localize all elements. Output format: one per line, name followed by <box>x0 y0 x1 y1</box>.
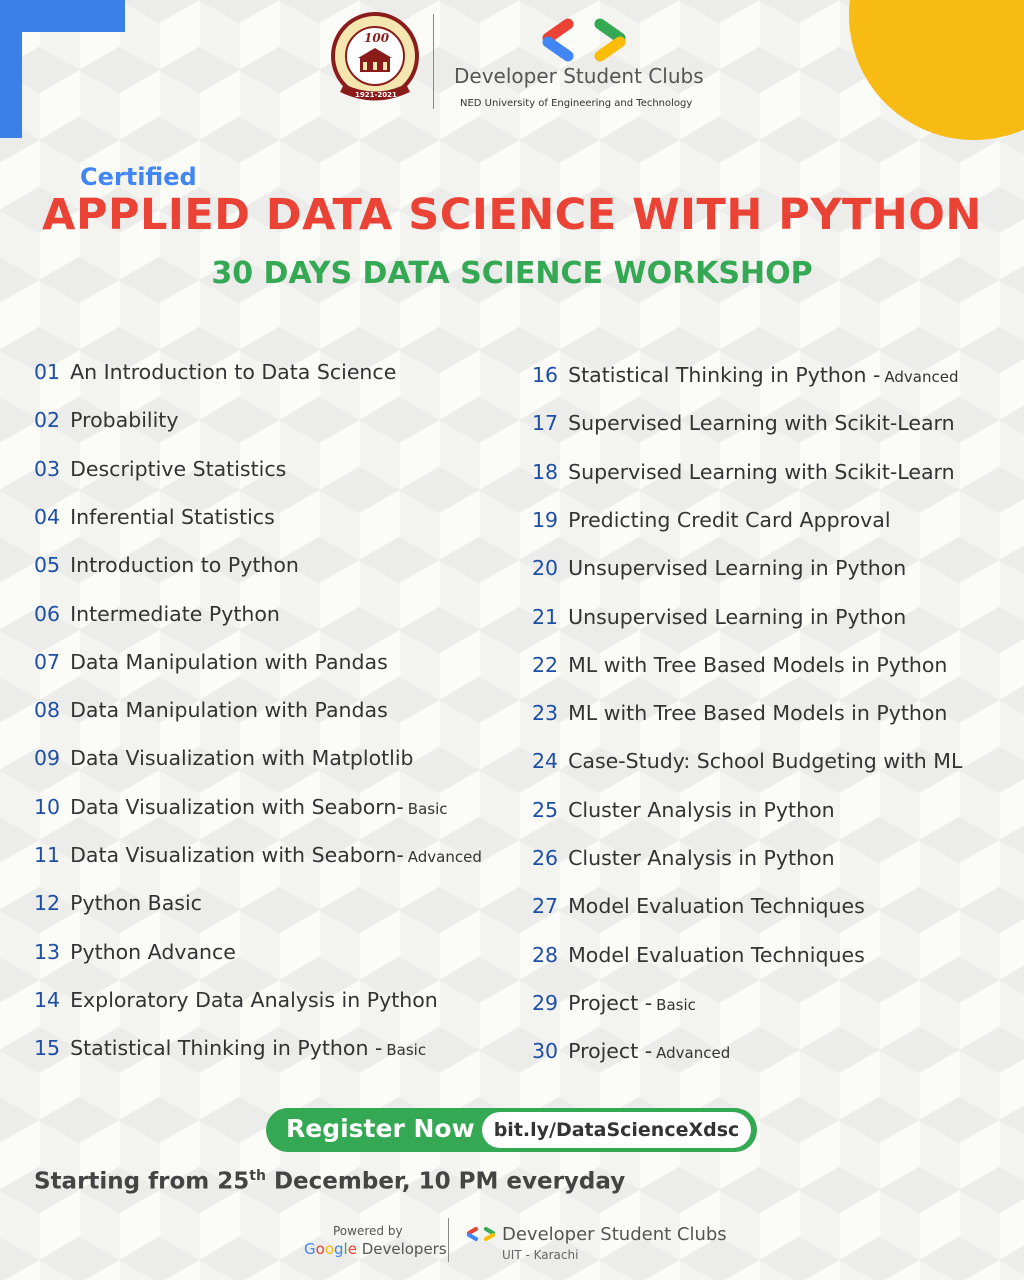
schedule-suffix: December, 10 PM everyday <box>265 1168 626 1195</box>
course-item <box>532 991 696 1015</box>
course-item <box>532 701 947 725</box>
footer-dsc-name: Developer Student Clubs <box>502 1224 727 1245</box>
course-level: Advanced <box>884 368 959 386</box>
course-title: ML with Tree Based Models in Python <box>568 701 948 726</box>
course-number: 11 <box>34 843 61 867</box>
course-title: Model Evaluation Techniques <box>568 942 865 967</box>
course-item <box>532 460 955 484</box>
dsc-logo-icon <box>538 16 630 64</box>
course-title: Data Visualization with Matplotlib <box>70 746 414 771</box>
course-item <box>34 650 388 674</box>
corner-accent-yellow-circle <box>849 0 1024 140</box>
course-number: 21 <box>532 604 559 629</box>
course-item <box>532 411 955 435</box>
page-subtitle: 30 DAYS DATA SCIENCE WORKSHOP <box>211 256 813 291</box>
course-number: 18 <box>532 459 559 484</box>
header <box>330 12 750 112</box>
course-title: Cluster Analysis in Python <box>568 797 835 822</box>
course-number: 08 <box>34 698 61 723</box>
certified-label: Certified <box>80 163 197 191</box>
course-item <box>532 894 865 918</box>
course-title: Unsupervised Learning in Python <box>568 556 907 581</box>
course-title: Data Visualization with Seaborn- <box>70 843 404 867</box>
course-item <box>532 943 865 967</box>
course-item <box>34 602 280 626</box>
schedule-text <box>34 1168 625 1195</box>
course-number: 25 <box>532 797 559 822</box>
course-item <box>34 891 202 915</box>
course-number: 24 <box>532 749 559 774</box>
course-number: 23 <box>532 701 559 726</box>
course-title: Cluster Analysis in Python <box>568 846 835 870</box>
course-number: 30 <box>532 1039 559 1064</box>
course-number: 17 <box>532 411 559 436</box>
course-item <box>532 846 835 870</box>
course-title: Exploratory Data Analysis in Python <box>70 987 438 1012</box>
course-title: Supervised Learning with Scikit-Learn <box>568 411 955 436</box>
course-item <box>532 556 906 580</box>
register-label: Register Now <box>286 1114 475 1143</box>
course-item <box>34 1036 426 1060</box>
course-number: 02 <box>34 408 61 433</box>
course-number: 01 <box>34 360 61 384</box>
course-number: 15 <box>34 1036 61 1061</box>
course-title: Project - <box>568 990 653 1015</box>
course-number: 26 <box>532 846 559 870</box>
schedule-superscript: th <box>249 1168 266 1184</box>
footer-powered-by: Powered by <box>333 1224 403 1238</box>
course-number: 10 <box>34 794 61 819</box>
course-item <box>34 795 448 819</box>
course-item <box>532 508 891 532</box>
course-level: Basic <box>407 799 448 818</box>
course-number: 28 <box>532 942 559 967</box>
course-title: Statistical Thinking in Python - <box>568 363 881 387</box>
course-title: ML with Tree Based Models in Python <box>568 652 948 677</box>
course-number: 07 <box>34 649 61 674</box>
course-number: 06 <box>34 601 61 626</box>
course-item <box>34 457 286 481</box>
course-title: Data Manipulation with Pandas <box>70 698 388 723</box>
course-title: Data Visualization with Seaborn- <box>70 794 404 819</box>
google-developers-logo <box>304 1240 447 1258</box>
corner-accent-blue-bar <box>0 0 125 32</box>
course-number: 09 <box>34 746 61 771</box>
course-title: Descriptive Statistics <box>70 456 287 481</box>
course-item <box>532 1039 730 1063</box>
course-level: Basic <box>386 1041 427 1060</box>
course-title: Introduction to Python <box>70 553 299 578</box>
course-number: 20 <box>532 556 559 581</box>
page-title: APPLIED DATA SCIENCE WITH PYTHON <box>42 190 982 240</box>
course-number: 14 <box>34 987 61 1012</box>
course-title: Project - <box>568 1039 653 1064</box>
dsc-university: NED University of Engineering and Technology <box>460 98 693 109</box>
course-number: 03 <box>34 456 61 481</box>
course-title: An Introduction to Data Science <box>70 360 397 384</box>
course-number: 29 <box>532 990 559 1015</box>
course-number: 13 <box>34 939 61 964</box>
google-wordmark: Google <box>304 1240 357 1258</box>
course-number: 22 <box>532 652 559 677</box>
course-number: 27 <box>532 894 559 919</box>
course-item <box>532 798 835 822</box>
course-number: 19 <box>532 507 559 532</box>
course-title: Python Basic <box>70 891 202 916</box>
course-item <box>532 605 906 629</box>
course-title: Probability <box>70 408 179 433</box>
footer-divider <box>448 1218 449 1262</box>
course-title: Predicting Credit Card Approval <box>568 507 891 532</box>
course-title: Model Evaluation Techniques <box>568 894 865 919</box>
course-number: 04 <box>34 504 61 529</box>
ned-seal-years: 1921-2021 <box>355 91 397 99</box>
course-level: Basic <box>656 995 696 1014</box>
course-title: Intermediate Python <box>70 601 280 626</box>
course-title: Supervised Learning with Scikit-Learn <box>568 459 955 484</box>
dsc-name: Developer Student Clubs <box>454 64 704 88</box>
google-developers-label: Developers <box>356 1240 447 1258</box>
course-title: Case-Study: School Budgeting with ML <box>568 749 963 774</box>
ned-seal-number: 100 <box>364 31 390 45</box>
course-title: Data Manipulation with Pandas <box>70 649 388 674</box>
footer-dsc-chapter: UIT - Karachi <box>502 1248 579 1262</box>
course-title: Statistical Thinking in Python - <box>70 1036 383 1061</box>
dsc-small-logo-icon <box>466 1226 496 1242</box>
course-item <box>34 988 438 1012</box>
course-level: Advanced <box>656 1044 731 1063</box>
course-title: Unsupervised Learning in Python <box>568 604 907 629</box>
course-item <box>34 408 178 432</box>
course-title: Python Advance <box>70 939 236 964</box>
course-item <box>532 653 947 677</box>
course-item <box>532 749 962 773</box>
course-item <box>34 360 396 384</box>
course-title: Inferential Statistics <box>70 504 275 529</box>
course-item <box>34 698 388 722</box>
course-item <box>34 843 482 867</box>
course-number: 16 <box>532 363 559 387</box>
course-item <box>34 505 275 529</box>
course-item <box>34 940 236 964</box>
course-number: 12 <box>34 891 61 916</box>
course-level: Advanced <box>407 848 482 866</box>
course-number: 05 <box>34 553 61 578</box>
register-link[interactable]: bit.ly/DataScienceXdsc <box>482 1112 751 1148</box>
schedule-prefix: Starting from 25 <box>34 1168 250 1195</box>
register-button[interactable] <box>266 1108 757 1152</box>
header-divider <box>433 14 434 109</box>
course-item <box>34 553 299 577</box>
course-item <box>532 363 958 387</box>
course-item <box>34 746 414 770</box>
